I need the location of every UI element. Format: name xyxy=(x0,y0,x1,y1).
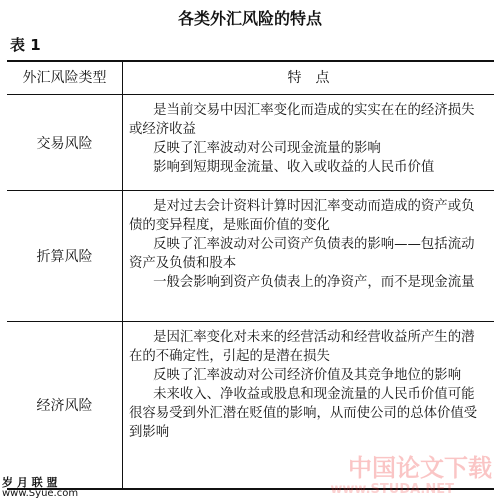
risk-type: 交易风险 xyxy=(36,135,93,152)
site-mark-name: 岁 月 联 盟 xyxy=(2,476,58,489)
site-mark-url: www.Syue.com xyxy=(2,488,79,499)
watermark-text: 中国论文下载 xyxy=(348,454,492,482)
table-row xyxy=(7,191,494,322)
site-mark xyxy=(2,477,78,499)
table-row xyxy=(7,95,494,191)
table-header xyxy=(7,62,494,95)
risk-table xyxy=(7,60,494,490)
feature-text: 反映了汇率波动对公司现金流量的影响 xyxy=(153,141,381,156)
feature-text: 是对过去会计资料计算时因汇率变动而造成的资产或负债的变异程度，是账面价值的变化 xyxy=(129,199,475,233)
feature-text: 反映了汇率波动对公司资产负债表的影响——包括流动资产及负债和股本 xyxy=(129,237,475,271)
risk-type: 折算风险 xyxy=(36,249,93,265)
feature-text: 影响到短期现金流量、收入或收益的人民币价值 xyxy=(153,160,435,175)
table-label: 表 1 xyxy=(10,36,41,54)
feature-text: 反映了汇率波动对公司经济价值及其竞争地位的影响 xyxy=(153,368,462,383)
header-features: 特 点 xyxy=(287,70,330,86)
feature-text: 一般会影响到资产负债表上的净资产，而不是现金流量 xyxy=(153,275,475,290)
header-type: 外汇风险类型 xyxy=(22,70,107,86)
watermark-url: www.STUDA.NET xyxy=(330,482,454,497)
feature-text: 是因汇率变化对未来的经营活动和经营收益所产生的潜在的不确定性，引起的是潜在损失 xyxy=(129,330,475,364)
feature-text: 是当前交易中因汇率变化而造成的实实在在的经济损失或经济收益 xyxy=(129,103,475,137)
feature-text: 未来收入、净收益或股息和现金流量的人民币价值可能很容易受到外汇潜在贬值的影响，从而使公司的总体价值受到影响 xyxy=(129,387,478,440)
page-title: 各类外汇风险的特点 xyxy=(177,9,322,28)
risk-features xyxy=(129,328,486,442)
risk-type: 经济风险 xyxy=(36,398,93,414)
risk-features xyxy=(129,197,486,292)
risk-features xyxy=(129,101,486,177)
